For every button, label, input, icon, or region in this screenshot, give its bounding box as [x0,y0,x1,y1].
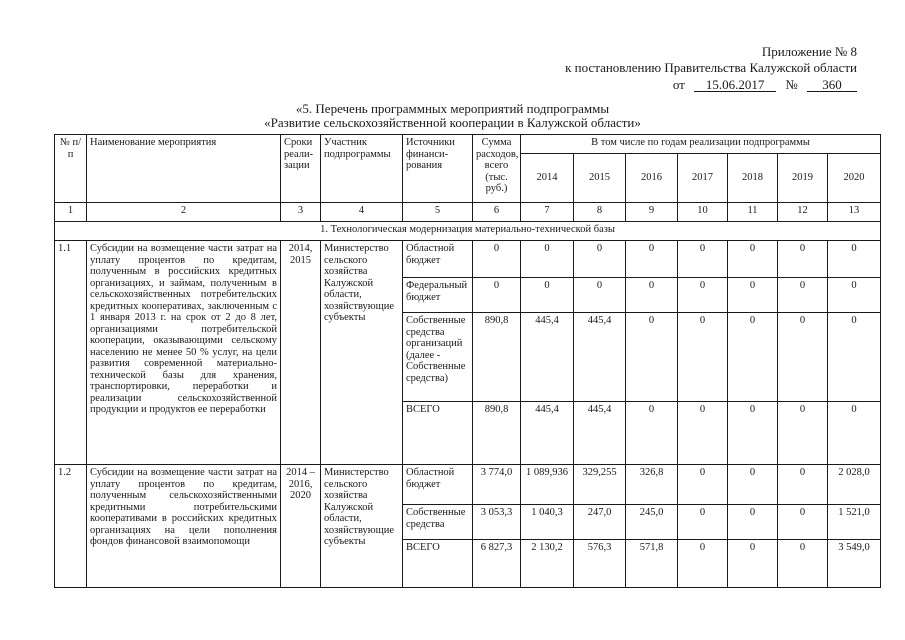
year-value-2014: 0 [521,278,574,313]
year-value-2016: 0 [626,402,678,465]
number-label: № [785,77,798,92]
year-value-2020: 3 549,0 [828,540,881,588]
year-value-2018: 0 [728,241,778,278]
year-value-2019: 0 [778,313,828,402]
year-value-2015: 329,255 [574,465,626,505]
row-number: 1.1 [55,241,87,465]
year-value-2019: 0 [778,540,828,588]
year-value-2016: 245,0 [626,505,678,540]
year-value-2017: 0 [678,402,728,465]
resolution-date: 15.06.2017 [694,78,776,92]
header-year-2017: 2017 [678,154,728,203]
year-value-2014: 2 130,2 [521,540,574,588]
implementation-terms: 2014, 2015 [281,241,321,465]
year-value-2015: 0 [574,278,626,313]
year-value-2020: 0 [828,278,881,313]
header-num: № п/п [55,135,87,203]
column-number: 8 [574,203,626,222]
year-value-2018: 0 [728,278,778,313]
funding-source: Федеральный бюджет [403,278,473,313]
funding-source: Областной бюджет [403,465,473,505]
year-value-2018: 0 [728,505,778,540]
year-value-2017: 0 [678,278,728,313]
year-value-2014: 0 [521,241,574,278]
year-value-2016: 326,8 [626,465,678,505]
year-value-2014: 445,4 [521,313,574,402]
column-number: 7 [521,203,574,222]
column-number: 6 [473,203,521,222]
section-title: 1. Технологическая модернизация материально-технической базы [55,222,881,241]
header-year-2016: 2016 [626,154,678,203]
year-value-2017: 0 [678,465,728,505]
header-sum: Сумма расходов, всего (тыс. руб.) [473,135,521,203]
year-value-2017: 0 [678,313,728,402]
header-year-2014: 2014 [521,154,574,203]
column-number: 2 [87,203,281,222]
column-number: 4 [321,203,403,222]
year-value-2020: 0 [828,402,881,465]
year-value-2014: 445,4 [521,402,574,465]
column-number: 1 [55,203,87,222]
column-numbers-row [55,203,881,222]
header-year-2015: 2015 [574,154,626,203]
year-value-2015: 0 [574,241,626,278]
program-participant: Министерство сельского хозяйства Калужской области, хозяйствующие субъекты [321,465,403,588]
total-sum: 0 [473,241,521,278]
total-sum: 6 827,3 [473,540,521,588]
total-sum: 3 053,3 [473,505,521,540]
year-value-2016: 0 [626,278,678,313]
column-number: 3 [281,203,321,222]
year-value-2019: 0 [778,278,828,313]
year-value-2019: 0 [778,465,828,505]
appendix-line3 [673,77,857,93]
year-value-2015: 247,0 [574,505,626,540]
year-value-2015: 445,4 [574,402,626,465]
total-sum: 3 774,0 [473,465,521,505]
column-number: 5 [403,203,473,222]
column-number: 11 [728,203,778,222]
appendix-line2: к постановлению Правительства Калужской области [565,60,857,75]
program-activities-table [54,134,881,588]
funding-source: Собственные средства [403,505,473,540]
year-value-2019: 0 [778,402,828,465]
document-title-line1: «5. Перечень программных мероприятий подпрограммы [295,101,610,116]
total-sum: 0 [473,278,521,313]
year-value-2020: 2 028,0 [828,465,881,505]
table-row [55,241,881,278]
year-value-2014: 1 089,936 [521,465,574,505]
header-row-1 [55,135,881,154]
header-year-2019: 2019 [778,154,828,203]
year-value-2020: 0 [828,241,881,278]
year-value-2019: 0 [778,241,828,278]
resolution-number: 360 [807,78,857,92]
total-sum: 890,8 [473,313,521,402]
funding-source: Собственные средства организаций (далее - Собственные средства) [403,313,473,402]
year-value-2016: 0 [626,241,678,278]
year-value-2015: 445,4 [574,313,626,402]
activity-name: Субсидии на возмещение части затрат на уплату процентов по кредитам, полученным в российских кредитных организациях, и займам, полученным в сельскохозяйственных потребительских кредитных кооперативах, заключенным с 1 января 2013 г. на срок от 2 до 8 лет, организациями потребительской кооперации, оказывающими сельскому населению не менее 50 % услуг, на цели развития современной материально-технической базы для хранения, транспортировки, переработки и реализации сельскохозяйственной продукции и продуктов ее переработки [87,241,281,465]
column-number: 9 [626,203,678,222]
funding-source: Областной бюджет [403,241,473,278]
activity-name: Субсидии на возмещение части затрат на уплату процентов по кредитам, полученным сельскохозяйственными кредитными потребительскими кооперативами в российских кредитных организациях на цели пополнения фондов финансовой взаимопомощи [87,465,281,588]
year-value-2016: 0 [626,313,678,402]
header-by-years: В том числе по годам реализации подпрограммы [521,135,881,154]
year-value-2016: 571,8 [626,540,678,588]
year-value-2017: 0 [678,241,728,278]
appendix-line1: Приложение № 8 [761,44,857,59]
header-year-2018: 2018 [728,154,778,203]
year-value-2018: 0 [728,465,778,505]
document-title-line2: «Развитие сельскохозяйственной кооперации в Калужской области» [264,115,641,130]
from-label: от [672,77,685,92]
total-sum: 890,8 [473,402,521,465]
implementation-terms: 2014 – 2016, 2020 [281,465,321,588]
column-number: 10 [678,203,728,222]
header-year-2020: 2020 [828,154,881,203]
column-number: 13 [828,203,881,222]
year-value-2018: 0 [728,540,778,588]
funding-source: ВСЕГО [403,540,473,588]
column-number: 12 [778,203,828,222]
year-value-2017: 0 [678,505,728,540]
header-name: Наименование мероприятия [87,135,281,203]
year-value-2019: 0 [778,505,828,540]
year-value-2018: 0 [728,313,778,402]
header-participant: Участник подпрограммы [321,135,403,203]
table-row [55,465,881,505]
year-value-2017: 0 [678,540,728,588]
row-number: 1.2 [55,465,87,588]
year-value-2018: 0 [728,402,778,465]
year-value-2015: 576,3 [574,540,626,588]
section-row [55,222,881,241]
year-value-2020: 1 521,0 [828,505,881,540]
program-participant: Министерство сельского хозяйства Калужской области, хозяйствующие субъекты [321,241,403,465]
year-value-2020: 0 [828,313,881,402]
year-value-2014: 1 040,3 [521,505,574,540]
header-sources: Источники финанси-рования [403,135,473,203]
funding-source: ВСЕГО [403,402,473,465]
header-terms: Сроки реали-зации [281,135,321,203]
